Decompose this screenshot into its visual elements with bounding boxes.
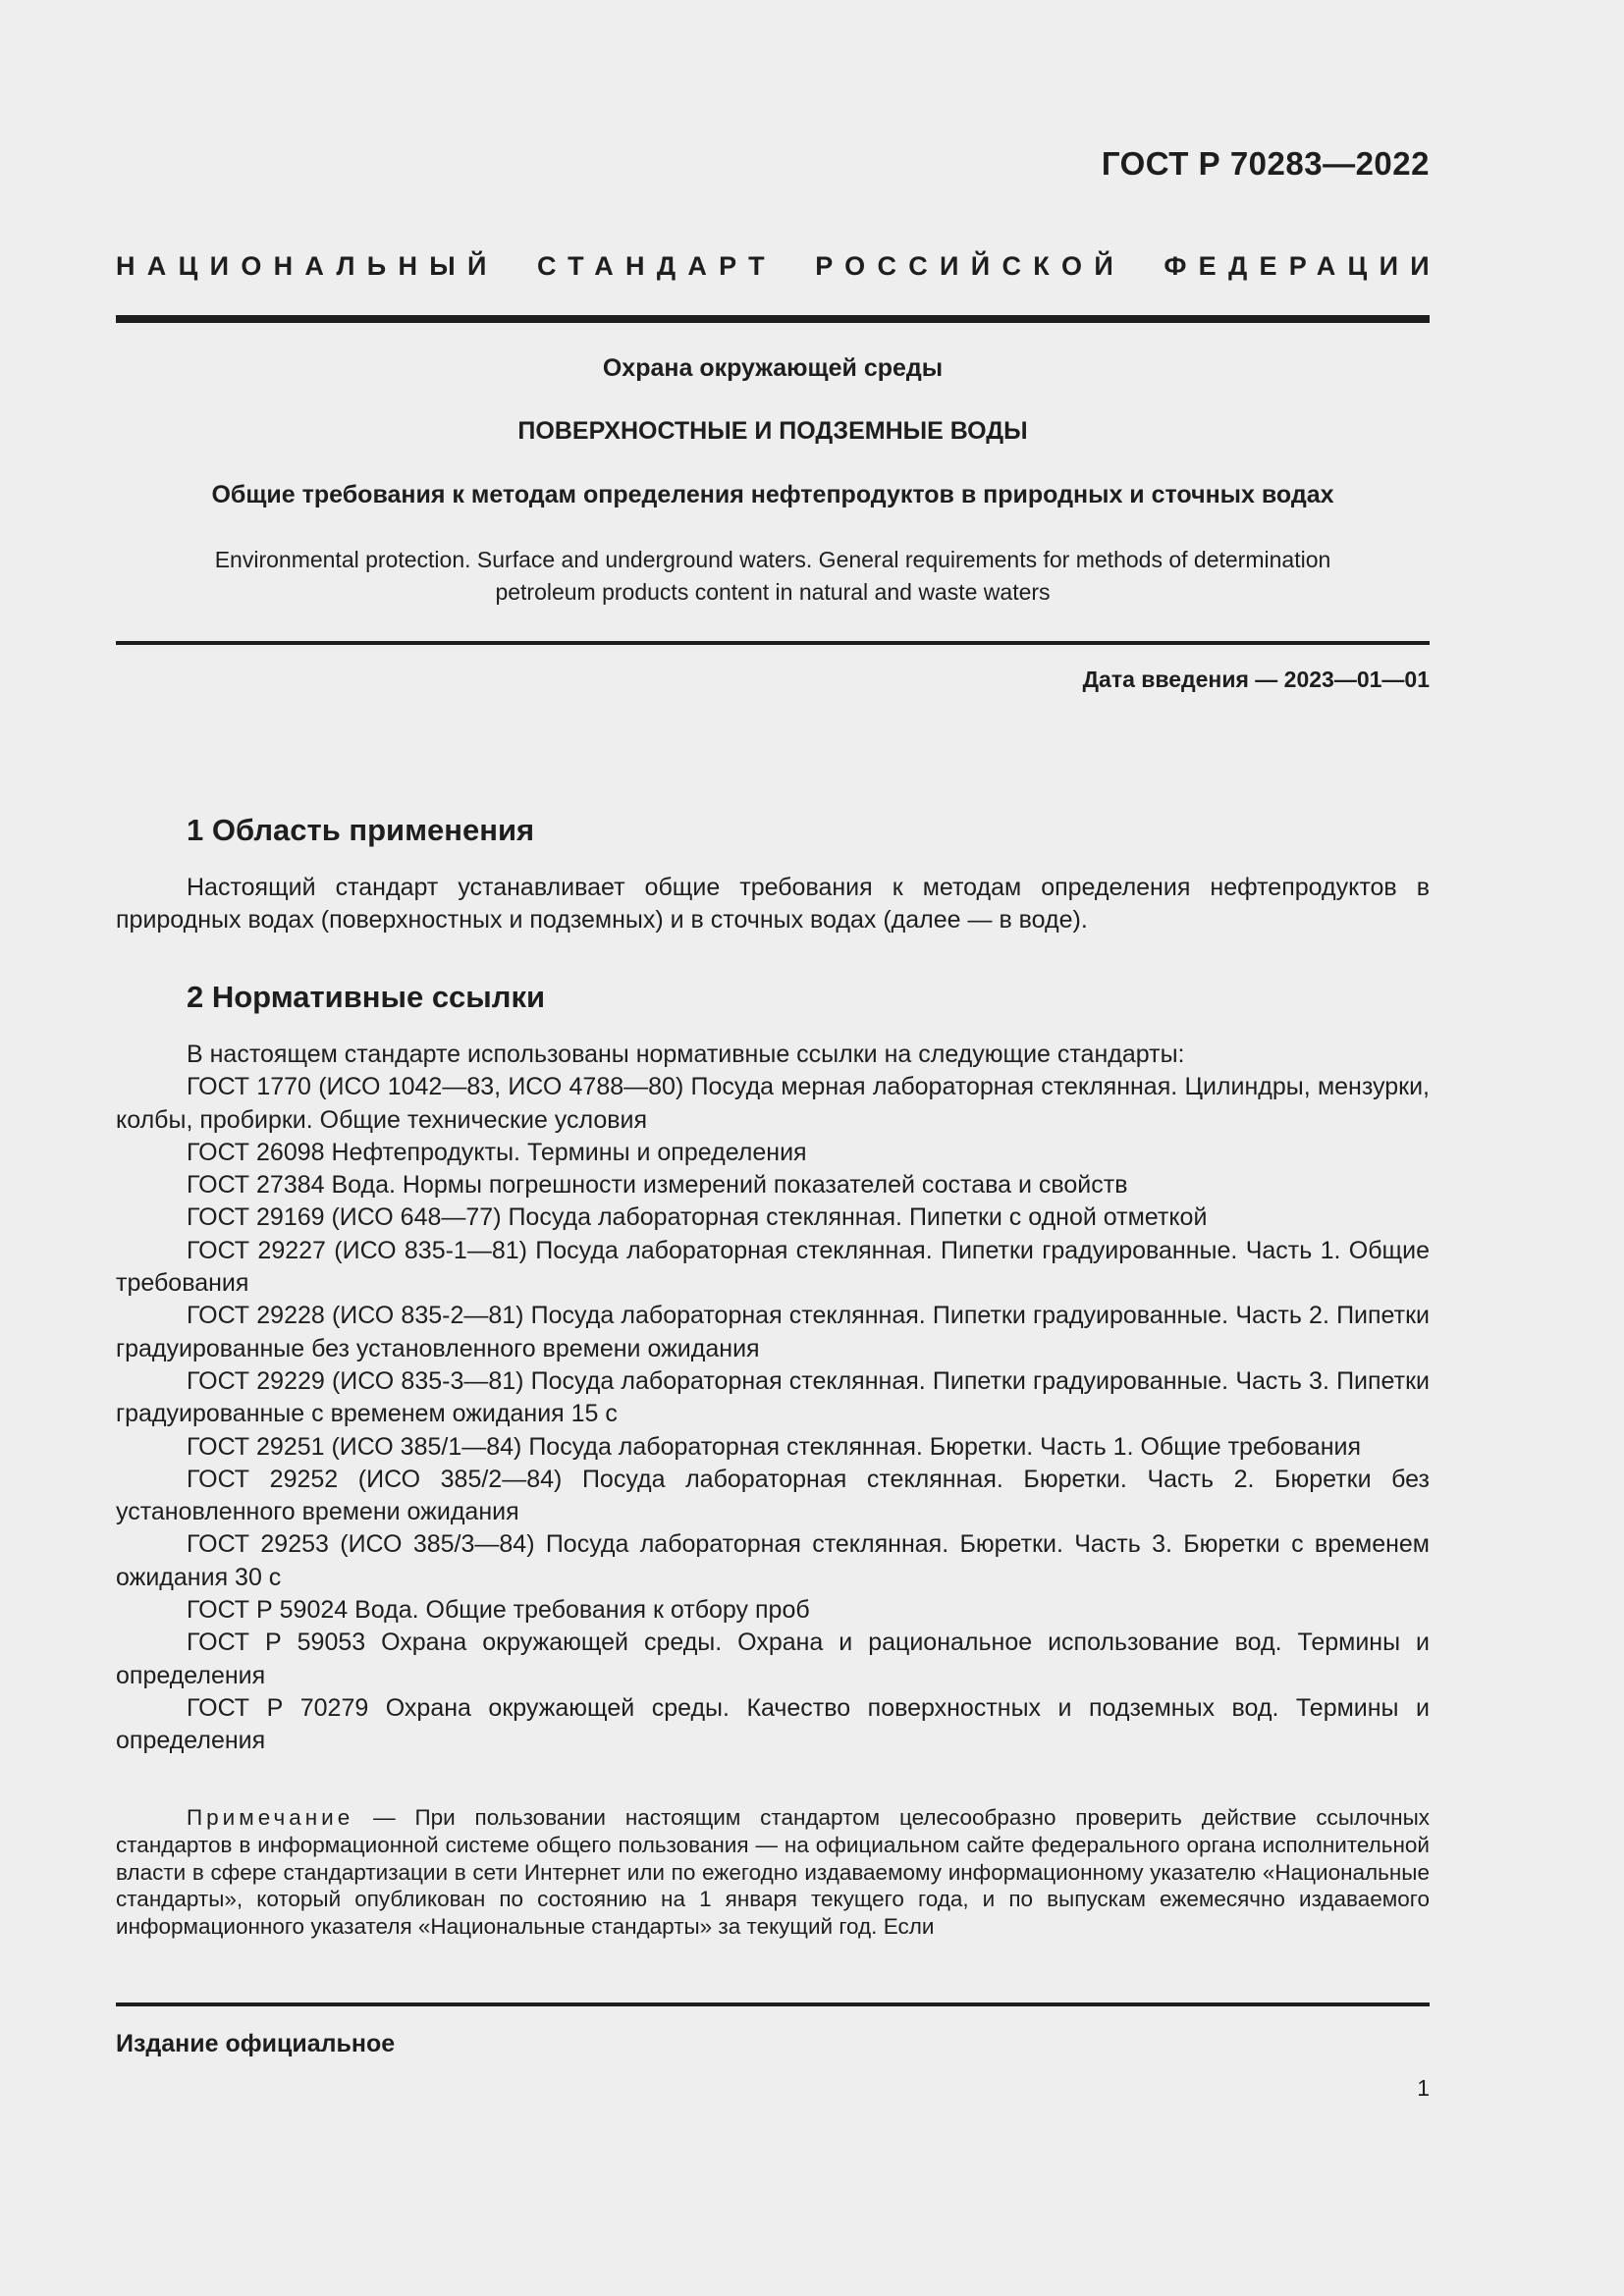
note-block (116, 1804, 1430, 1941)
reference-item: ГОСТ 29252 (ИСО 385/2—84) Посуда лабораторная стеклянная. Бюретки. Часть 2. Бюретки без установленного времени ожидания (116, 1465, 1430, 1526)
introduction-date: Дата введения — 2023—01—01 (1082, 667, 1430, 692)
document-page (116, 0, 1441, 2296)
reference-item: ГОСТ 1770 (ИСО 1042—83, ИСО 4788—80) Посуда мерная лабораторная стеклянная. Цилиндры, мензурки, колбы, пробирки. Общие технические условия (116, 1073, 1430, 1134)
title-divider (116, 641, 1430, 645)
reference-item: ГОСТ 29228 (ИСО 835-2—81) Посуда лабораторная стеклянная. Пипетки градуированные. Часть 2. Пипетки градуированные без установленного времени ожидания (116, 1302, 1430, 1362)
standard-subtitle: Общие требования к методам определения нефтепродуктов в природных и сточных водах (211, 481, 1334, 508)
national-standard-banner (116, 251, 1441, 282)
section-1-paragraph: Настоящий стандарт устанавливает общие требования к методам определения нефтепродуктов в природных водах (поверхностных и подземных) и в сточных водах (далее — в воде). (116, 874, 1430, 934)
reference-item: ГОСТ Р 59024 Вода. Общие требования к отбору проб (187, 1596, 810, 1625)
banner-word: НАЦИОНАЛЬНЫЙ (116, 251, 499, 281)
references-intro: В настоящем стандарте использованы нормативные ссылки на следующие стандарты: (187, 1041, 1185, 1068)
reference-item: ГОСТ Р 70279 Охрана окружающей среды. Качество поверхностных и подземных вод. Термины и определения (116, 1693, 1430, 1755)
footer-divider (116, 2002, 1430, 2006)
banner-word: РОССИЙСКОЙ (815, 251, 1126, 281)
note-label: Примечание (187, 1805, 354, 1830)
official-edition-label: Издание официальное (116, 2030, 396, 2057)
reference-item: ГОСТ 29169 (ИСО 648—77) Посуда лабораторная стеклянная. Пипетки с одной отметкой (187, 1203, 1208, 1232)
reference-item: ГОСТ 29229 (ИСО 835-3—81) Посуда лабораторная стеклянная. Пипетки градуированные. Часть 3. Пипетки градуированные с временем ожидания 15 с (116, 1366, 1430, 1428)
reference-item: ГОСТ 29253 (ИСО 385/3—84) Посуда лабораторная стеклянная. Бюретки. Часть 3. Бюретки с временем ожидания 30 с (116, 1530, 1430, 1591)
reference-item: ГОСТ 26098 Нефтепродукты. Термины и определения (187, 1138, 807, 1166)
reference-item: ГОСТ 29251 (ИСО 385/1—84) Посуда лабораторная стеклянная. Бюретки. Часть 1. Общие требования (187, 1432, 1362, 1461)
english-title: Environmental protection. Surface and underground waters. General requirements for methods of determination petroleum products content in natural and waste waters (214, 547, 1331, 605)
banner-word: ФЕДЕРАЦИИ (1164, 251, 1441, 281)
reference-item: ГОСТ 27384 Вода. Нормы погрешности измерений показателей состава и свойств (187, 1171, 1128, 1200)
reference-item: ГОСТ 29227 (ИСО 835-1—81) Посуда лабораторная стеклянная. Пипетки градуированные. Часть 1. Общие требования (116, 1236, 1430, 1298)
section-2-heading: 2 Нормативные ссылки (187, 980, 546, 1014)
standard-title: ПОВЕРХНОСТНЫЕ И ПОДЗЕМНЫЕ ВОДЫ (517, 417, 1028, 445)
note-text: — При пользовании настоящим стандартом целесообразно проверить действие ссылочных стандартов в информационной системе общего пользования — на официальном сайте федерального органа исполнительной власти в сфере стандартизации в сети Интернет или по ежегодно издаваемому информационному указателю «Национальные стандарты», который опубликован по состоянию на 1 января текущего года, и по выпускам ежемесячно издаваемого информационного указателя «Национальные стандарты» за текущий год. Если (116, 1805, 1430, 1940)
standard-subject: Охрана окружающей среды (602, 354, 944, 382)
section-1-heading: 1 Область применения (187, 813, 535, 847)
references-list (116, 1039, 1430, 1758)
gost-number: ГОСТ Р 70283—2022 (1101, 145, 1430, 182)
banner-word: СТАНДАРТ (537, 251, 777, 281)
section-1-body (116, 872, 1430, 937)
page-number: 1 (1417, 2075, 1430, 2101)
reference-item: ГОСТ Р 59053 Охрана окружающей среды. Охрана и рациональное использование вод. Термины и определения (116, 1629, 1430, 1689)
header-divider (116, 315, 1430, 323)
